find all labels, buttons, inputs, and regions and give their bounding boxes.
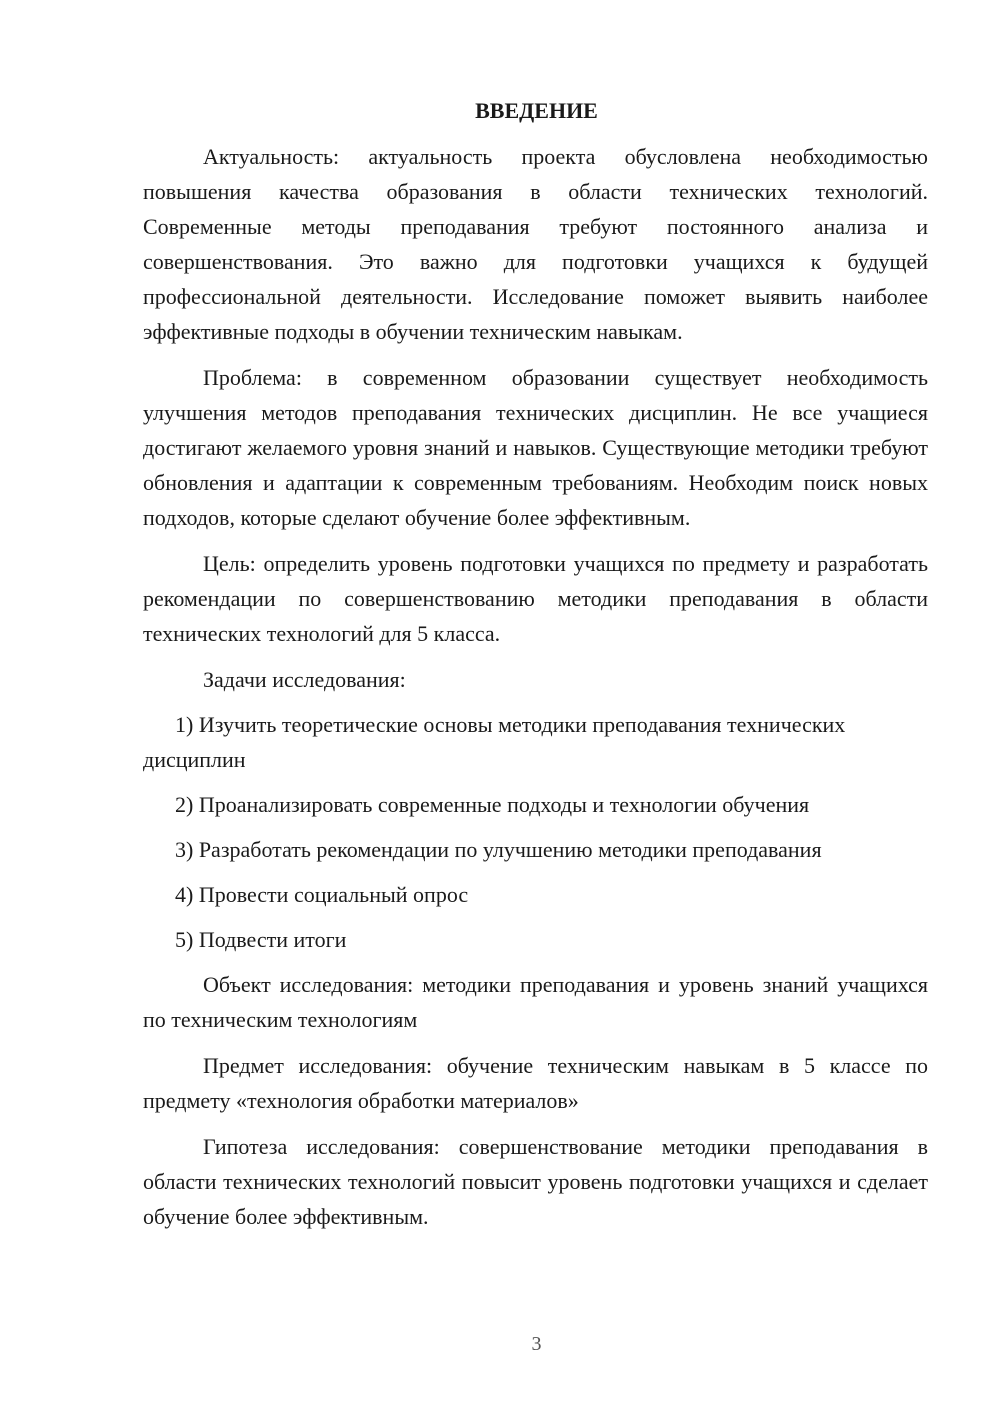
goal-paragraph: Цель: определить уровень подготовки учащихся по предмету и разработать рекомендации по совершенствованию методики преподавания в области технических технологий для 5 класса. <box>143 551 928 646</box>
task-item-4: 4) Провести социальный опрос <box>175 882 469 907</box>
task-item-5: 5) Подвести итоги <box>175 927 347 952</box>
relevance-paragraph: Актуальность: актуальность проекта обусловлена необходимостью повышения качества образования в области технических технологий. Современные методы преподавания требуют постоянного анализа и совершенствования. Это важно для подготовки учащихся к будущей профессиональной деятельности. Исследование поможет выявить наиболее эффективные подходы в обучении техническим навыкам. <box>143 144 928 344</box>
subject-paragraph: Предмет исследования: обучение техническим навыкам в 5 классе по предмету «технология обработки материалов» <box>143 1053 928 1113</box>
task-item-2: 2) Проанализировать современные подходы и технологии обучения <box>175 792 810 817</box>
task-item-1: 1) Изучить теоретические основы методики преподавания технических дисциплин <box>143 712 846 772</box>
section-heading: ВВЕДЕНИЕ <box>475 98 598 123</box>
tasks-title: Задачи исследования: <box>203 667 406 692</box>
problem-paragraph: Проблема: в современном образовании существует необходимость улучшения методов преподавания технических дисциплин. Не все учащиеся достигают желаемого уровня знаний и навыков. Существующие методики требуют обновления и адаптации к современным требованиям. Необходим поиск новых подходов, которые сделают обучение более эффективным. <box>143 365 928 530</box>
page-content <box>143 93 928 1245</box>
object-paragraph: Объект исследования: методики преподавания и уровень знаний учащихся по техническим технологиям <box>143 972 928 1032</box>
hypothesis-paragraph: Гипотеза исследования: совершенствование методики преподавания в области технических технологий повысит уровень подготовки учащихся и сделает обучение более эффективным. <box>143 1134 928 1229</box>
page-number: 3 <box>531 1333 542 1355</box>
task-item-3: 3) Разработать рекомендации по улучшению методики преподавания <box>175 837 822 862</box>
